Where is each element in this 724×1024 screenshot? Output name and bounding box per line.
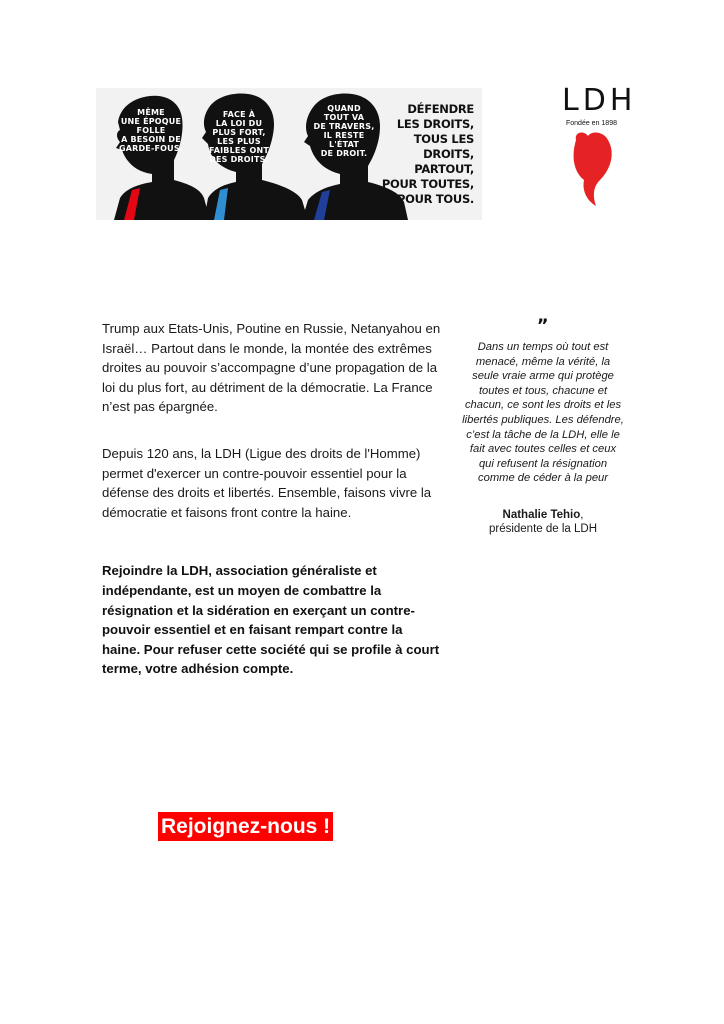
campaign-banner: [96, 88, 482, 220]
main-text-column: [102, 319, 442, 706]
history-paragraph: Depuis 120 ans, la LDH (Ligue des droits de l'Homme) permet d'exercer un contre-pouvoir essentiel pour la défense des droits et libertés. Ensemble, faisons vivre la démocratie et faisons front contre la haine.: [102, 445, 432, 520]
logo-wordmark: LDH: [562, 83, 637, 118]
quote-author: [462, 508, 624, 537]
ldh-logo: [556, 84, 636, 214]
call-paragraph: Rejoindre la LDH, association généraliste et indépendante, est un moyen de combattre la résignation et la sidération en exerçant un contre-pouvoir essentiel et en faisant rempart contre la haine. Pour refuser cette société qui se profile à court terme, votre adhésion compte.: [102, 563, 440, 677]
bubble-text-2: FACE À LA LOI DU PLUS FORT, LES PLUS FAIBLES ONT DES DROITS.: [208, 110, 270, 164]
quote-block: [462, 306, 624, 537]
banner-slogan: DÉFENDRE LES DROITS, TOUS LES DROITS, PARTOUT, POUR TOUTES, POUR TOUS.: [381, 102, 474, 206]
bubble-text-1: MÊME UNE ÉPOQUE FOLLE A BESOIN DE GARDE-FOUS.: [118, 108, 184, 153]
intro-paragraph: Trump aux Etats-Unis, Poutine en Russie, Netanyahou en Israël… Partout dans le monde, la montée des extrêmes droites au pouvoir s’accompagne d’une propagation de la loi du plus fort, au détriment de la démocratie. La France n’est pas épargnée.: [102, 321, 441, 415]
join-us-button[interactable]: Rejoignez-nous !: [158, 812, 333, 841]
phrygian-cap-icon: [570, 130, 618, 208]
quote-text: Dans un temps où tout est menacé, même la vérité, la seule vraie arme qui protège toutes et tous, chacune et chacun, ce sont les droits et les libertés publiques. Les défendre, c’est la tâche de la LDH, elle le fait avec toutes celles et ceux qui refusent la résignation comme de céder à la peur: [462, 341, 624, 485]
bubble-text-3: QUAND TOUT VA DE TRAVERS, IL RESTE L'ÉTAT DE DROIT.: [313, 104, 375, 158]
author-role: présidente de la LDH: [488, 523, 598, 536]
quote-mark-icon: „: [537, 306, 549, 327]
author-separator: ,: [580, 508, 584, 521]
author-name: Nathalie Tehio: [502, 508, 581, 521]
logo-subtitle: Fondée en 1898: [566, 120, 617, 127]
